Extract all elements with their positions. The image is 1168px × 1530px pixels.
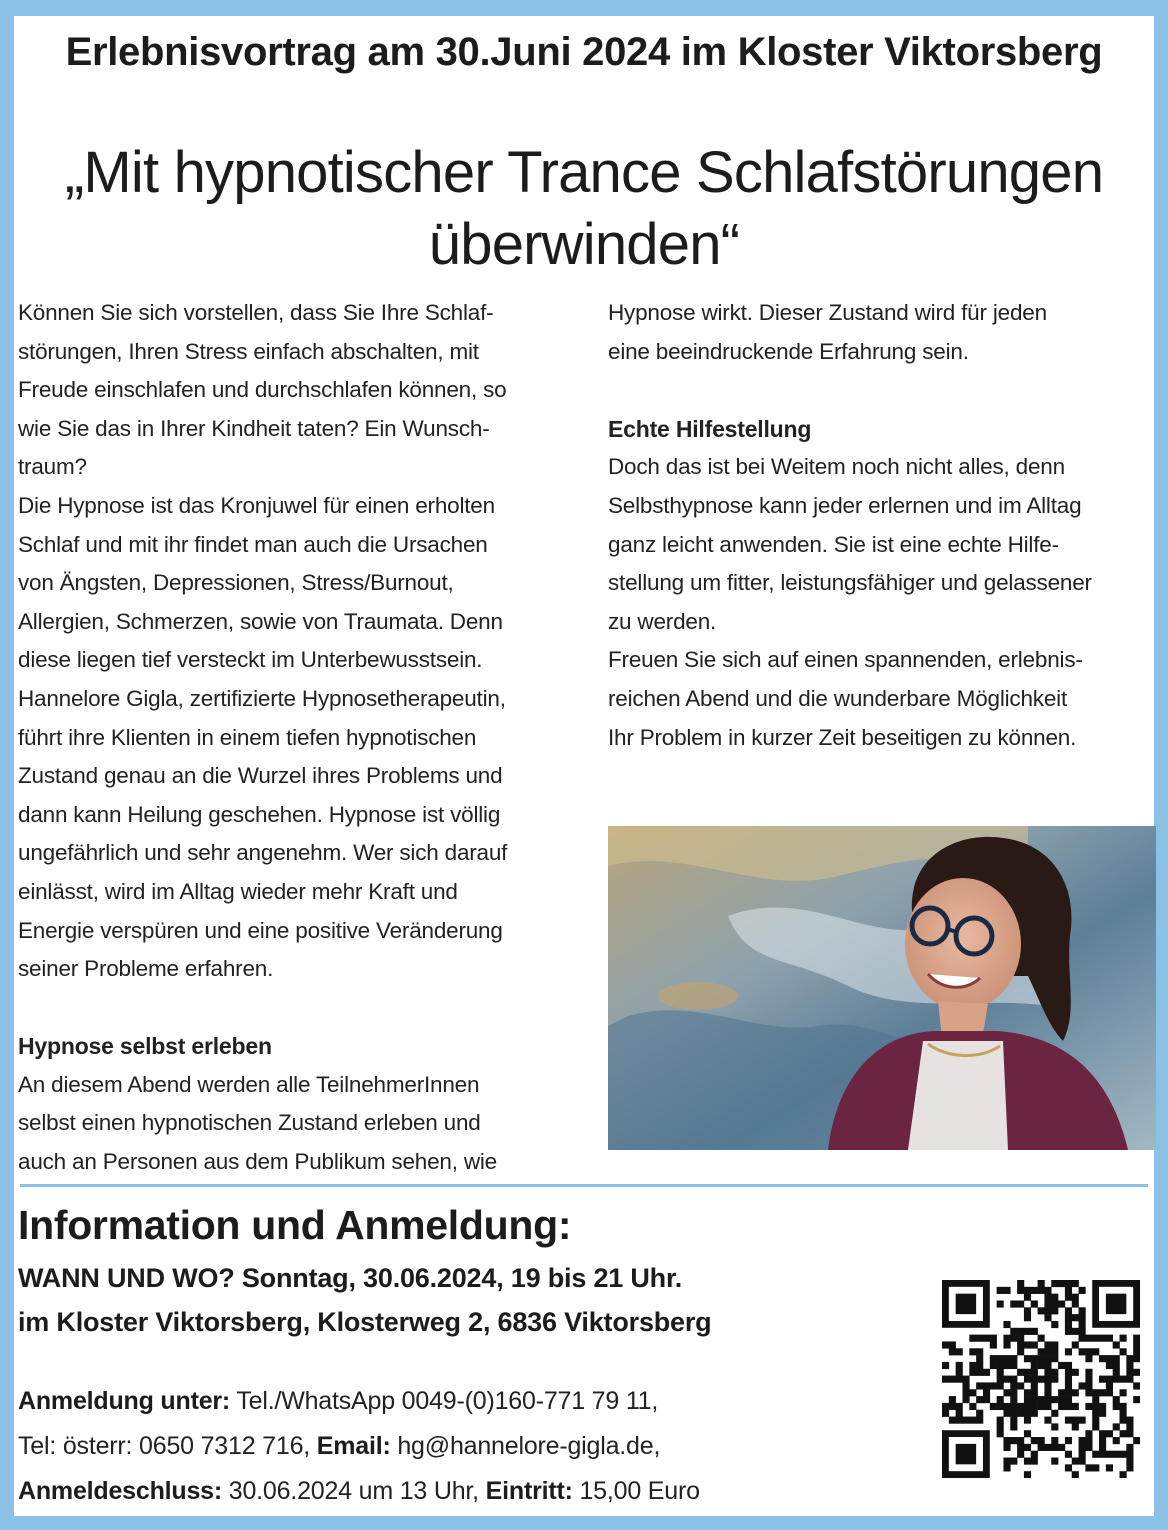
text-line: Freuen Sie sich auf einen spannenden, erlebnis- xyxy=(608,647,1083,673)
section-heading-hypnose: Hypnose selbst erleben xyxy=(18,1033,272,1060)
deadline-label: Anmeldeschluss: xyxy=(18,1477,223,1505)
main-title-line-1: „Mit hypnotischer Trance Schlafstörungen xyxy=(64,139,1104,205)
left-column xyxy=(18,294,578,1182)
deadline-line xyxy=(18,1469,898,1514)
when-where-line: WANN UND WO? Sonntag, 30.06.2024, 19 bis 21 Uhr. xyxy=(18,1263,683,1293)
info-title: Information und Anmeldung: xyxy=(18,1202,572,1248)
text-line: seiner Probleme erfahren. xyxy=(18,956,274,982)
text-line: Zustand genau an die Wurzel ihres Problems und xyxy=(18,763,503,789)
phone-email-line xyxy=(18,1424,898,1469)
location-line: im Kloster Viktorsberg, Klosterweg 2, 6836 Viktorsberg xyxy=(18,1307,712,1337)
text-line: Hannelore Gigla, zertifizierte Hypnosetherapeutin, xyxy=(18,685,506,711)
text-line: führt ihre Klienten in einem tiefen hypnotischen xyxy=(18,724,477,750)
email-label: Email: xyxy=(316,1432,391,1460)
text-line: traum? xyxy=(18,454,87,480)
text-line: Doch das ist bei Weitem noch nicht alles, denn xyxy=(608,454,1065,480)
text-line: auch an Personen aus dem Publikum sehen, wie xyxy=(18,1149,497,1175)
entry-label: Eintritt: xyxy=(485,1477,573,1505)
portrait-photo xyxy=(608,826,1156,1150)
qr-code-icon[interactable] xyxy=(942,1280,1140,1478)
deadline-value: 30.06.2024 um 13 Uhr, xyxy=(222,1477,486,1505)
text-line: selbst einen hypnotischen Zustand erleben und xyxy=(18,1110,481,1136)
text-line: ganz leicht anwenden. Sie ist eine echte Hilfe- xyxy=(608,531,1059,557)
text-line: Selbsthypnose kann jeder erlernen und im Alltag xyxy=(608,492,1082,518)
text-line: ungefährlich und sehr angenehm. Wer sich darauf xyxy=(18,840,508,866)
spacer xyxy=(608,371,1153,410)
email-link[interactable]: hg@hannelore-gigla.de, xyxy=(390,1432,661,1460)
section-divider xyxy=(20,1184,1148,1187)
text-line: Hypnose wirkt. Dieser Zustand wird für jeden xyxy=(608,300,1047,325)
text-line: diese liegen tief versteckt im Unterbewusstsein. xyxy=(18,647,483,673)
text-line: stellung um fitter, leistungsfähiger und gelassener xyxy=(608,570,1092,596)
text-line: störungen, Ihren Stress einfach abschalten, mit xyxy=(18,338,479,364)
event-headline: Erlebnisvortrag am 30.Juni 2024 im Kloster Viktorsberg xyxy=(65,30,1103,74)
text-line: Schlaf und mit ihr findet man auch die Ursachen xyxy=(18,531,488,557)
text-line: zu werden. xyxy=(608,608,717,634)
text-line: Energie verspüren und eine positive Veränderung xyxy=(18,917,503,943)
austria-phone[interactable]: Tel: österr: 0650 7312 716, xyxy=(18,1432,317,1460)
text-line: An diesem Abend werden alle TeilnehmerInnen xyxy=(18,1071,480,1097)
text-line: Die Hypnose ist das Kronjuwel für einen erholten xyxy=(18,492,495,518)
text-line: Ihr Problem in kurzer Zeit beseitigen zu können. xyxy=(608,724,1077,750)
text-line: von Ängsten, Depressionen, Stress/Burnout, xyxy=(18,570,454,596)
registration-line xyxy=(18,1379,898,1424)
text-line: reichen Abend und die wunderbare Möglichkeit xyxy=(608,685,1068,711)
text-line: eine beeindruckende Erfahrung sein. xyxy=(608,338,969,364)
section-heading-hilfestellung: Echte Hilfestellung xyxy=(608,415,812,442)
registration-phone[interactable]: Tel./WhatsApp 0049-(0)160-771 79 11, xyxy=(230,1387,659,1415)
registration-label: Anmeldung unter: xyxy=(18,1387,231,1415)
text-line: Allergien, Schmerzen, sowie von Traumata. Denn xyxy=(18,608,503,634)
text-line: wie Sie das in Ihrer Kindheit taten? Ein Wunsch- xyxy=(18,415,490,441)
main-title xyxy=(34,137,1134,281)
entry-value: 15,00 Euro xyxy=(572,1477,700,1505)
text-line: einlässt, wird im Alltag wieder mehr Kraft und xyxy=(18,878,458,904)
right-column xyxy=(608,294,1153,757)
text-line: Können Sie sich vorstellen, dass Sie Ihre Schlaf- xyxy=(18,300,494,325)
contact-block xyxy=(18,1379,898,1514)
text-line: Freude einschlafen und durchschlafen können, so xyxy=(18,377,507,403)
text-line: dann kann Heilung geschehen. Hypnose ist völlig xyxy=(18,801,501,827)
main-title-line-2: überwinden“ xyxy=(428,211,740,277)
spacer xyxy=(18,989,578,1028)
